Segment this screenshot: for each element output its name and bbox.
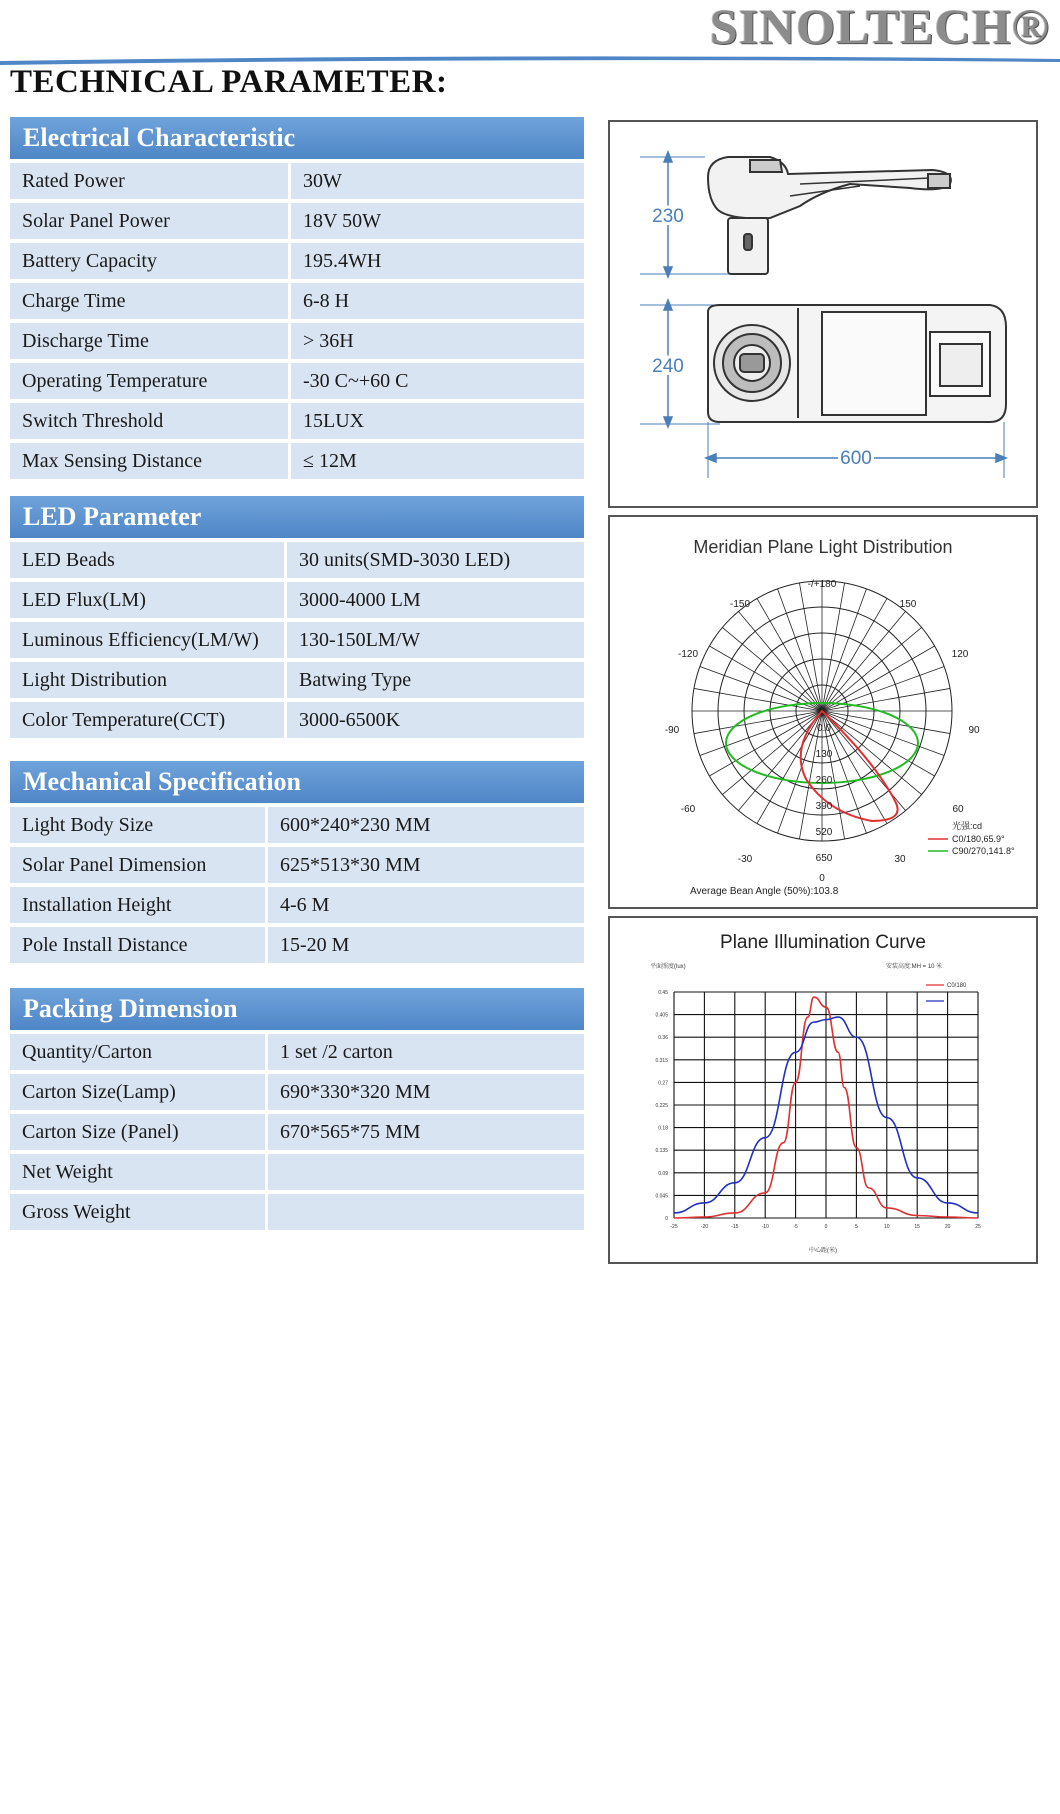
x-tick-label: 20 bbox=[944, 1224, 951, 1230]
section-header: Electrical Characteristic bbox=[10, 117, 584, 163]
table-row bbox=[10, 702, 584, 738]
angle-label-r2: 90 bbox=[968, 725, 980, 736]
y-axis-title: 平面照度(lux) bbox=[650, 964, 686, 970]
table-row bbox=[10, 243, 584, 279]
param-label: Quantity/Carton bbox=[10, 1034, 265, 1070]
x-tick-label: -15 bbox=[731, 1224, 739, 1230]
param-value: -30 C~+60 C bbox=[291, 363, 584, 399]
table-row bbox=[10, 542, 584, 578]
mechanical-table bbox=[10, 807, 584, 963]
table-row bbox=[10, 283, 584, 319]
param-value: Batwing Type bbox=[287, 662, 584, 698]
param-value bbox=[268, 1194, 584, 1230]
y-tick-label: 0.405 bbox=[655, 1012, 668, 1019]
radial-label: 650 bbox=[815, 853, 833, 864]
radial-label: 260 bbox=[815, 775, 833, 786]
angle-label-r3: 60 bbox=[952, 804, 964, 815]
y-tick-label: 0.135 bbox=[655, 1148, 668, 1155]
param-label: LED Flux(LM) bbox=[10, 582, 284, 618]
angle-label-br: 30 bbox=[894, 854, 906, 865]
table-row bbox=[10, 1194, 584, 1230]
table-row bbox=[10, 443, 584, 479]
param-value: > 36H bbox=[291, 323, 584, 359]
param-value: 625*513*30 MM bbox=[268, 847, 584, 883]
y-tick-label: 0.27 bbox=[658, 1080, 668, 1087]
table-row bbox=[10, 927, 584, 963]
section-header: Mechanical Specification bbox=[10, 761, 584, 807]
angle-label-top: -/+180 bbox=[807, 579, 837, 590]
y-tick-label: 0 bbox=[665, 1216, 668, 1222]
mechanical-section bbox=[10, 761, 584, 963]
radial-label: 520 bbox=[815, 827, 833, 838]
param-value: 3000-4000 LM bbox=[287, 582, 584, 618]
angle-label-tl: -150 bbox=[729, 599, 751, 610]
angle-label-l3: -60 bbox=[680, 804, 696, 815]
param-label: LED Beads bbox=[10, 542, 284, 578]
polar-chart bbox=[610, 517, 1036, 907]
led-table bbox=[10, 542, 584, 738]
legend-c90: C90/270,141.8° bbox=[952, 846, 1015, 856]
height-dimension: 230 bbox=[652, 206, 684, 227]
illumination-curve-panel bbox=[608, 916, 1038, 1264]
led-section bbox=[10, 496, 584, 738]
packing-table bbox=[10, 1034, 584, 1230]
param-value: ≤ 12M bbox=[291, 443, 584, 479]
legend-c0: C0/180,65.9° bbox=[952, 834, 1005, 844]
brand-logo: SINOLTECH® bbox=[709, 0, 1050, 54]
param-value: 600*240*230 MM bbox=[268, 807, 584, 843]
x-tick-label: -10 bbox=[761, 1224, 769, 1230]
param-value: 15LUX bbox=[291, 403, 584, 439]
radial-label: 0.0 bbox=[817, 723, 831, 734]
param-value: 6-8 H bbox=[291, 283, 584, 319]
param-value: 130-150LM/W bbox=[287, 622, 584, 658]
y-tick-label: 0.09 bbox=[658, 1170, 668, 1177]
angle-label-l2: -90 bbox=[664, 725, 680, 736]
polar-distribution-panel bbox=[608, 515, 1038, 909]
param-label: Pole Install Distance bbox=[10, 927, 265, 963]
param-label: Carton Size (Panel) bbox=[10, 1114, 265, 1150]
x-axis-title: 中心距(米) bbox=[809, 1248, 837, 1254]
y-tick-label: 0.45 bbox=[658, 990, 668, 996]
polar-footer: Average Bean Angle (50%):103.8 bbox=[690, 886, 839, 897]
table-row bbox=[10, 847, 584, 883]
param-label: Charge Time bbox=[10, 283, 288, 319]
legend-unit: 光强:cd bbox=[952, 821, 983, 831]
illum-title: Plane Illumination Curve bbox=[720, 932, 926, 953]
param-label: Installation Height bbox=[10, 887, 265, 923]
param-label: Luminous Efficiency(LM/W) bbox=[10, 622, 284, 658]
angle-label-bottom: 0 bbox=[819, 873, 825, 884]
y-tick-label: 0.045 bbox=[655, 1193, 668, 1200]
width-dimension: 240 bbox=[652, 356, 684, 377]
packing-section bbox=[10, 988, 584, 1230]
lamp-side-view bbox=[708, 157, 951, 274]
length-dimension: 600 bbox=[840, 448, 872, 469]
x-tick-label: -25 bbox=[670, 1224, 678, 1230]
y-tick-label: 0.18 bbox=[658, 1125, 668, 1132]
param-value: 18V 50W bbox=[291, 203, 584, 239]
param-label: Gross Weight bbox=[10, 1194, 265, 1230]
x-tick-label: 10 bbox=[884, 1224, 890, 1230]
param-label: Carton Size(Lamp) bbox=[10, 1074, 265, 1110]
param-label: Discharge Time bbox=[10, 323, 288, 359]
table-row bbox=[10, 203, 584, 239]
electrical-section bbox=[10, 117, 584, 479]
angle-label-tr: 150 bbox=[899, 599, 917, 610]
y-tick-label: 0.225 bbox=[655, 1103, 668, 1109]
lamp-top-view bbox=[708, 305, 1006, 422]
table-row bbox=[10, 163, 584, 199]
param-value: 30 units(SMD-3030 LED) bbox=[287, 542, 584, 578]
x-tick-label: 15 bbox=[914, 1224, 920, 1230]
page-title: TECHNICAL PARAMETER: bbox=[10, 64, 448, 100]
table-row bbox=[10, 1114, 584, 1150]
table-row bbox=[10, 582, 584, 618]
param-value: 1 set /2 carton bbox=[268, 1034, 584, 1070]
table-row bbox=[10, 662, 584, 698]
electrical-table bbox=[10, 163, 584, 479]
table-row bbox=[10, 1074, 584, 1110]
param-label: Operating Temperature bbox=[10, 363, 288, 399]
param-label: Solar Panel Power bbox=[10, 203, 288, 239]
polar-title: Meridian Plane Light Distribution bbox=[693, 537, 953, 557]
angle-label-r1: 120 bbox=[951, 649, 969, 660]
lamp-dimension-drawing bbox=[610, 122, 1036, 506]
dimension-drawing-panel bbox=[608, 120, 1038, 508]
param-value: 15-20 M bbox=[268, 927, 584, 963]
param-value: 195.4WH bbox=[291, 243, 584, 279]
param-label: Rated Power bbox=[10, 163, 288, 199]
table-row bbox=[10, 403, 584, 439]
param-value bbox=[268, 1154, 584, 1190]
table-row bbox=[10, 1154, 584, 1190]
param-label: Battery Capacity bbox=[10, 243, 288, 279]
param-value: 670*565*75 MM bbox=[268, 1114, 584, 1150]
y-tick-label: 0.315 bbox=[655, 1057, 668, 1064]
param-label: Light Distribution bbox=[10, 662, 284, 698]
illum-grid bbox=[674, 992, 978, 1218]
x-tick-label: -5 bbox=[793, 1224, 798, 1230]
param-value: 690*330*320 MM bbox=[268, 1074, 584, 1110]
height-note: 安装高度:MH = 10 米 bbox=[886, 964, 943, 970]
illum-legend: C0/180 bbox=[947, 983, 967, 989]
param-value: 4-6 M bbox=[268, 887, 584, 923]
x-tick-label: 5 bbox=[855, 1224, 858, 1230]
x-tick-label: 0 bbox=[824, 1224, 828, 1230]
radial-label: 390 bbox=[815, 801, 833, 812]
table-row bbox=[10, 622, 584, 658]
table-row bbox=[10, 887, 584, 923]
param-label: Color Temperature(CCT) bbox=[10, 702, 284, 738]
x-tick-label: 25 bbox=[975, 1224, 981, 1230]
param-label: Switch Threshold bbox=[10, 403, 288, 439]
table-row bbox=[10, 363, 584, 399]
table-row bbox=[10, 1034, 584, 1070]
section-header: Packing Dimension bbox=[10, 988, 584, 1034]
param-label: Light Body Size bbox=[10, 807, 265, 843]
table-row bbox=[10, 323, 584, 359]
table-row bbox=[10, 807, 584, 843]
angle-label-l1: -120 bbox=[677, 649, 699, 660]
param-label: Net Weight bbox=[10, 1154, 265, 1190]
section-header: LED Parameter bbox=[10, 496, 584, 542]
radial-label: 130 bbox=[815, 749, 833, 760]
x-tick-label: -20 bbox=[700, 1224, 709, 1230]
y-tick-label: 0.36 bbox=[658, 1035, 668, 1042]
param-label: Solar Panel Dimension bbox=[10, 847, 265, 883]
angle-label-bl: -30 bbox=[737, 854, 753, 865]
param-label: Max Sensing Distance bbox=[10, 443, 288, 479]
param-value: 30W bbox=[291, 163, 584, 199]
param-value: 3000-6500K bbox=[287, 702, 584, 738]
illumination-chart bbox=[610, 918, 1036, 1262]
